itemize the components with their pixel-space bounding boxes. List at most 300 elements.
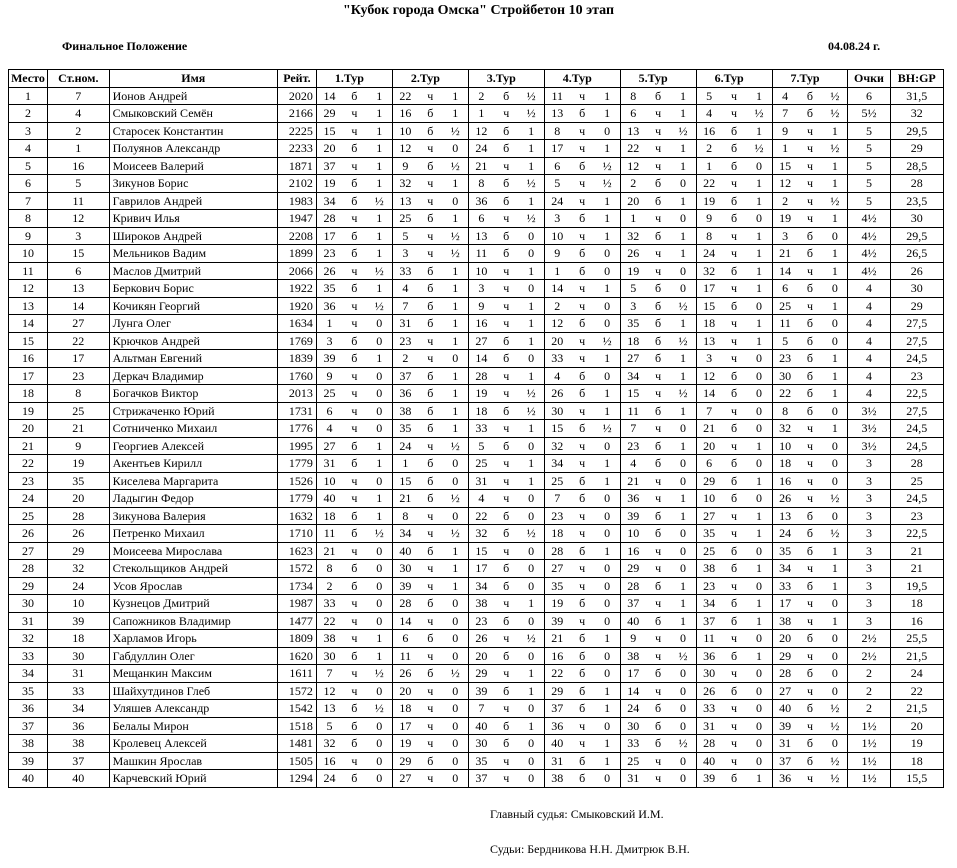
round-opponent-cell: 39 — [316, 350, 342, 368]
round-color-cell: ч — [570, 402, 595, 420]
round-color-cell: ч — [646, 140, 671, 158]
rating-cell: 1623 — [277, 542, 316, 560]
round-opponent-cell: 38 — [620, 647, 646, 665]
round-result-cell: 1 — [519, 717, 545, 735]
round-color-cell: б — [570, 367, 595, 385]
round-result-cell: 0 — [367, 770, 393, 788]
round-color-cell: б — [798, 227, 823, 245]
round-result-cell: 0 — [519, 700, 545, 718]
round-opponent-cell: 37 — [392, 367, 418, 385]
round-result-cell: 1 — [519, 315, 545, 333]
round-result-cell: 1 — [746, 595, 772, 613]
table-row — [9, 630, 944, 648]
round-result-cell: ½ — [670, 122, 696, 140]
table-row — [9, 350, 944, 368]
place-cell: 35 — [9, 682, 48, 700]
round-color-cell: б — [418, 472, 443, 490]
round-color-cell: б — [418, 490, 443, 508]
round-result-cell: 0 — [746, 752, 772, 770]
round-opponent-cell: 23 — [772, 350, 798, 368]
round-result-cell: 1 — [822, 542, 848, 560]
round-result-cell: 1 — [594, 472, 620, 490]
round-color-cell: ч — [722, 332, 747, 350]
tiebreak-cell: 23 — [890, 367, 943, 385]
round-opponent-cell: 5 — [392, 227, 418, 245]
rating-cell: 1572 — [277, 682, 316, 700]
round-color-cell: б — [798, 507, 823, 525]
round-color-cell: б — [342, 507, 367, 525]
round-opponent-cell: 4 — [392, 280, 418, 298]
round-color-cell: ч — [494, 262, 519, 280]
points-cell: 3½ — [848, 420, 890, 438]
header-name: Имя — [109, 70, 277, 88]
points-cell: 3½ — [848, 437, 890, 455]
round-color-cell: ч — [722, 752, 747, 770]
player-name-cell: Георгиев Алексей — [109, 437, 277, 455]
start-number-cell: 28 — [48, 507, 110, 525]
player-name-cell: Лунга Олег — [109, 315, 277, 333]
player-name-cell: Зикунов Борис — [109, 175, 277, 193]
tiebreak-cell: 23 — [890, 507, 943, 525]
player-name-cell: Белалы Мирон — [109, 717, 277, 735]
round-color-cell: б — [342, 332, 367, 350]
round-opponent-cell: 13 — [392, 192, 418, 210]
round-result-cell: 0 — [519, 647, 545, 665]
round-opponent-cell: 6 — [316, 402, 342, 420]
round-opponent-cell: 31 — [772, 735, 798, 753]
round-opponent-cell: 31 — [468, 472, 494, 490]
round-color-cell: ч — [342, 297, 367, 315]
round-color-cell: б — [798, 245, 823, 263]
round-opponent-cell: 27 — [696, 507, 722, 525]
round-color-cell: б — [570, 665, 595, 683]
round-result-cell: 1 — [367, 140, 393, 158]
round-result-cell: 0 — [519, 245, 545, 263]
round-result-cell: 0 — [670, 472, 696, 490]
round-opponent-cell: 28 — [316, 210, 342, 228]
place-cell: 19 — [9, 402, 48, 420]
rating-cell: 1769 — [277, 332, 316, 350]
round-color-cell: ч — [646, 122, 671, 140]
round-opponent-cell: 24 — [544, 192, 570, 210]
round-opponent-cell: 9 — [316, 367, 342, 385]
round-result-cell: ½ — [519, 630, 545, 648]
round-opponent-cell: 21 — [468, 157, 494, 175]
round-result-cell: 1 — [443, 87, 469, 105]
round-result-cell: ½ — [822, 770, 848, 788]
table-row — [9, 402, 944, 420]
round-result-cell: 0 — [519, 227, 545, 245]
round-result-cell: ½ — [822, 140, 848, 158]
round-result-cell: 1 — [670, 612, 696, 630]
round-color-cell: б — [342, 735, 367, 753]
tiebreak-cell: 16 — [890, 612, 943, 630]
round-color-cell: б — [722, 420, 747, 438]
round-color-cell: б — [570, 770, 595, 788]
table-row — [9, 105, 944, 123]
round-opponent-cell: 4 — [316, 420, 342, 438]
rating-cell: 1518 — [277, 717, 316, 735]
round-opponent-cell: 9 — [772, 122, 798, 140]
standings-table — [8, 69, 944, 788]
player-name-cell: Киселева Маргарита — [109, 472, 277, 490]
round-color-cell: ч — [798, 455, 823, 473]
round-color-cell: б — [646, 507, 671, 525]
points-cell: 3 — [848, 612, 890, 630]
round-result-cell: ½ — [519, 87, 545, 105]
round-result-cell: 0 — [822, 630, 848, 648]
round-result-cell: ½ — [594, 157, 620, 175]
start-number-cell: 32 — [48, 560, 110, 578]
round-result-cell: 1 — [746, 192, 772, 210]
place-cell: 30 — [9, 595, 48, 613]
tiebreak-cell: 27,5 — [890, 315, 943, 333]
round-opponent-cell: 18 — [316, 507, 342, 525]
round-color-cell: б — [494, 682, 519, 700]
round-opponent-cell: 19 — [696, 192, 722, 210]
round-result-cell: 0 — [746, 455, 772, 473]
chief-judge: Главный судья: Смыковский И.М. — [490, 807, 664, 821]
start-number-cell: 6 — [48, 262, 110, 280]
place-cell: 31 — [9, 612, 48, 630]
round-result-cell: 0 — [443, 752, 469, 770]
round-color-cell: ч — [798, 770, 823, 788]
round-opponent-cell: 21 — [392, 490, 418, 508]
round-opponent-cell: 17 — [316, 227, 342, 245]
round-color-cell: ч — [418, 350, 443, 368]
round-color-cell: б — [722, 140, 747, 158]
table-row — [9, 525, 944, 543]
round-result-cell: 1 — [367, 105, 393, 123]
round-opponent-cell: 31 — [696, 717, 722, 735]
round-color-cell: ч — [342, 105, 367, 123]
round-result-cell: 1 — [670, 140, 696, 158]
round-opponent-cell: 2 — [772, 192, 798, 210]
round-color-cell: б — [494, 437, 519, 455]
round-color-cell: ч — [722, 350, 747, 368]
player-name-cell: Петренко Михаил — [109, 525, 277, 543]
round-result-cell: 0 — [746, 490, 772, 508]
place-cell: 2 — [9, 105, 48, 123]
round-opponent-cell: 25 — [772, 297, 798, 315]
points-cell: 2½ — [848, 647, 890, 665]
round-opponent-cell: 38 — [772, 612, 798, 630]
round-result-cell: 0 — [519, 560, 545, 578]
round-color-cell: б — [570, 542, 595, 560]
round-opponent-cell: 18 — [620, 332, 646, 350]
round-color-cell: ч — [798, 437, 823, 455]
rating-cell: 2233 — [277, 140, 316, 158]
round-result-cell: 0 — [746, 542, 772, 560]
round-color-cell: б — [722, 612, 747, 630]
tiebreak-cell: 28 — [890, 175, 943, 193]
round-result-cell: 0 — [519, 507, 545, 525]
round-color-cell: б — [646, 350, 671, 368]
round-color-cell: б — [494, 402, 519, 420]
round-result-cell: 0 — [519, 735, 545, 753]
round-color-cell: б — [798, 700, 823, 718]
tiebreak-cell: 25,5 — [890, 630, 943, 648]
round-opponent-cell: 9 — [544, 245, 570, 263]
round-result-cell: 0 — [367, 595, 393, 613]
round-color-cell: ч — [418, 437, 443, 455]
round-result-cell: 1 — [519, 297, 545, 315]
round-opponent-cell: 35 — [392, 420, 418, 438]
points-cell: 4 — [848, 367, 890, 385]
round-opponent-cell: 22 — [620, 140, 646, 158]
round-opponent-cell: 19 — [772, 210, 798, 228]
start-number-cell: 40 — [48, 770, 110, 788]
round-result-cell: ½ — [443, 665, 469, 683]
round-opponent-cell: 39 — [696, 770, 722, 788]
round-opponent-cell: 7 — [620, 420, 646, 438]
start-number-cell: 35 — [48, 472, 110, 490]
round-opponent-cell: 19 — [316, 175, 342, 193]
round-color-cell: ч — [798, 682, 823, 700]
round-opponent-cell: 39 — [468, 682, 494, 700]
round-result-cell: 1 — [746, 87, 772, 105]
round-result-cell: 1 — [443, 577, 469, 595]
points-cell: 3 — [848, 542, 890, 560]
rating-cell: 1734 — [277, 577, 316, 595]
round-opponent-cell: 6 — [772, 280, 798, 298]
round-color-cell: б — [342, 560, 367, 578]
round-opponent-cell: 33 — [468, 420, 494, 438]
round-color-cell: ч — [494, 752, 519, 770]
round-result-cell: ½ — [822, 752, 848, 770]
round-color-cell: б — [798, 87, 823, 105]
round-result-cell: 0 — [670, 682, 696, 700]
round-opponent-cell: 15 — [696, 297, 722, 315]
place-cell: 21 — [9, 437, 48, 455]
table-row — [9, 437, 944, 455]
round-opponent-cell: 5 — [544, 175, 570, 193]
round-opponent-cell: 31 — [316, 455, 342, 473]
round-opponent-cell: 14 — [468, 350, 494, 368]
round-color-cell: ч — [646, 367, 671, 385]
round-color-cell: ч — [494, 210, 519, 228]
player-name-cell: Усов Ярослав — [109, 577, 277, 595]
round-color-cell: б — [342, 192, 367, 210]
tiebreak-cell: 24 — [890, 665, 943, 683]
round-color-cell: ч — [798, 647, 823, 665]
round-opponent-cell: 11 — [696, 630, 722, 648]
round-result-cell: 0 — [519, 490, 545, 508]
round-color-cell: б — [646, 700, 671, 718]
player-name-cell: Деркач Владимир — [109, 367, 277, 385]
tiebreak-cell: 28 — [890, 455, 943, 473]
round-opponent-cell: 37 — [468, 770, 494, 788]
start-number-cell: 21 — [48, 420, 110, 438]
header-points: Очки — [848, 70, 890, 88]
table-row — [9, 717, 944, 735]
round-color-cell: ч — [646, 472, 671, 490]
round-result-cell: 0 — [367, 332, 393, 350]
round-opponent-cell: 4 — [468, 490, 494, 508]
round-result-cell: 1 — [746, 315, 772, 333]
place-cell: 17 — [9, 367, 48, 385]
round-opponent-cell: 10 — [316, 472, 342, 490]
round-color-cell: ч — [646, 245, 671, 263]
round-result-cell: 0 — [670, 770, 696, 788]
round-color-cell: б — [570, 420, 595, 438]
round-color-cell: ч — [570, 735, 595, 753]
round-color-cell: ч — [646, 630, 671, 648]
round-opponent-cell: 13 — [468, 227, 494, 245]
round-color-cell: ч — [342, 315, 367, 333]
rating-cell: 1634 — [277, 315, 316, 333]
player-name-cell: Стекольщиков Андрей — [109, 560, 277, 578]
round-opponent-cell: 38 — [468, 595, 494, 613]
round-color-cell: б — [494, 192, 519, 210]
round-color-cell: б — [798, 752, 823, 770]
round-color-cell: б — [494, 507, 519, 525]
round-result-cell: ½ — [670, 297, 696, 315]
round-opponent-cell: 3 — [392, 245, 418, 263]
player-name-cell: Сапожников Владимир — [109, 612, 277, 630]
place-cell: 25 — [9, 507, 48, 525]
round-result-cell: 1 — [367, 507, 393, 525]
table-row — [9, 297, 944, 315]
round-result-cell: 1 — [519, 122, 545, 140]
points-cell: 1½ — [848, 735, 890, 753]
points-cell: 4 — [848, 385, 890, 403]
round-color-cell: ч — [798, 560, 823, 578]
round-opponent-cell: 25 — [544, 472, 570, 490]
table-row — [9, 210, 944, 228]
table-row — [9, 420, 944, 438]
round-opponent-cell: 32 — [316, 735, 342, 753]
round-color-cell: б — [494, 87, 519, 105]
round-color-cell: ч — [342, 490, 367, 508]
rating-cell: 1294 — [277, 770, 316, 788]
round-opponent-cell: 25 — [392, 210, 418, 228]
round-opponent-cell: 15 — [392, 472, 418, 490]
round-opponent-cell: 11 — [544, 87, 570, 105]
rating-cell: 1947 — [277, 210, 316, 228]
round-color-cell: ч — [342, 682, 367, 700]
round-color-cell: ч — [418, 140, 443, 158]
round-result-cell: 1 — [519, 595, 545, 613]
round-color-cell: б — [798, 665, 823, 683]
round-color-cell: б — [646, 577, 671, 595]
round-color-cell: ч — [570, 717, 595, 735]
round-result-cell: ½ — [367, 297, 393, 315]
round-opponent-cell: 26 — [316, 262, 342, 280]
round-opponent-cell: 4 — [696, 105, 722, 123]
round-result-cell: 0 — [746, 665, 772, 683]
round-result-cell: 1 — [746, 175, 772, 193]
round-result-cell: 0 — [822, 647, 848, 665]
place-cell: 10 — [9, 245, 48, 263]
round-color-cell: ч — [646, 752, 671, 770]
place-cell: 29 — [9, 577, 48, 595]
round-color-cell: ч — [418, 682, 443, 700]
round-color-cell: ч — [342, 157, 367, 175]
round-color-cell: б — [342, 87, 367, 105]
round-color-cell: ч — [722, 577, 747, 595]
round-color-cell: б — [494, 332, 519, 350]
round-color-cell: б — [342, 175, 367, 193]
round-color-cell: ч — [342, 122, 367, 140]
round-color-cell: ч — [342, 542, 367, 560]
round-result-cell: 0 — [443, 350, 469, 368]
round-color-cell: б — [646, 175, 671, 193]
round-color-cell: ч — [798, 210, 823, 228]
round-opponent-cell: 13 — [620, 122, 646, 140]
round-opponent-cell: 15 — [316, 122, 342, 140]
round-result-cell: 0 — [822, 402, 848, 420]
round-color-cell: б — [798, 735, 823, 753]
round-opponent-cell: 40 — [392, 542, 418, 560]
round-result-cell: ½ — [822, 87, 848, 105]
round-opponent-cell: 27 — [392, 770, 418, 788]
start-number-cell: 24 — [48, 577, 110, 595]
round-opponent-cell: 39 — [772, 717, 798, 735]
round-result-cell: 0 — [670, 262, 696, 280]
round-opponent-cell: 3 — [696, 350, 722, 368]
round-result-cell: 1 — [670, 577, 696, 595]
round-result-cell: 0 — [519, 350, 545, 368]
standings-subtitle: Финальное Положение — [62, 39, 188, 53]
round-result-cell: 0 — [670, 455, 696, 473]
round-opponent-cell: 3 — [620, 297, 646, 315]
round-opponent-cell: 18 — [696, 315, 722, 333]
table-row — [9, 647, 944, 665]
round-color-cell: ч — [418, 717, 443, 735]
round-opponent-cell: 17 — [544, 140, 570, 158]
round-opponent-cell: 22 — [392, 87, 418, 105]
round-result-cell: 1 — [670, 105, 696, 123]
round-color-cell: б — [798, 280, 823, 298]
place-cell: 11 — [9, 262, 48, 280]
start-number-cell: 20 — [48, 490, 110, 508]
round-color-cell: ч — [494, 280, 519, 298]
round-opponent-cell: 23 — [316, 245, 342, 263]
round-color-cell: б — [418, 262, 443, 280]
table-header-row — [9, 70, 944, 88]
round-opponent-cell: 33 — [772, 577, 798, 595]
round-result-cell: 1 — [670, 227, 696, 245]
round-result-cell: 1 — [594, 735, 620, 753]
round-color-cell: б — [722, 647, 747, 665]
round-color-cell: ч — [798, 262, 823, 280]
round-opponent-cell: 2 — [316, 577, 342, 595]
round-color-cell: ч — [494, 157, 519, 175]
round-result-cell: 0 — [443, 682, 469, 700]
round-color-cell: б — [570, 245, 595, 263]
tiebreak-cell: 24,5 — [890, 350, 943, 368]
table-row — [9, 315, 944, 333]
player-name-cell: Зикунова Валерия — [109, 507, 277, 525]
round-opponent-cell: 16 — [620, 542, 646, 560]
header-round-4: 4.Тур — [544, 70, 620, 88]
round-color-cell: б — [342, 245, 367, 263]
round-opponent-cell: 28 — [392, 595, 418, 613]
round-opponent-cell: 23 — [468, 612, 494, 630]
round-opponent-cell: 33 — [620, 735, 646, 753]
round-opponent-cell: 1 — [544, 262, 570, 280]
round-color-cell: ч — [570, 122, 595, 140]
round-opponent-cell: 3 — [544, 210, 570, 228]
round-opponent-cell: 20 — [468, 647, 494, 665]
round-result-cell: 0 — [670, 665, 696, 683]
round-color-cell: ч — [722, 315, 747, 333]
round-result-cell: ½ — [670, 385, 696, 403]
round-color-cell: ч — [570, 227, 595, 245]
round-opponent-cell: 15 — [620, 385, 646, 403]
round-color-cell: б — [342, 227, 367, 245]
